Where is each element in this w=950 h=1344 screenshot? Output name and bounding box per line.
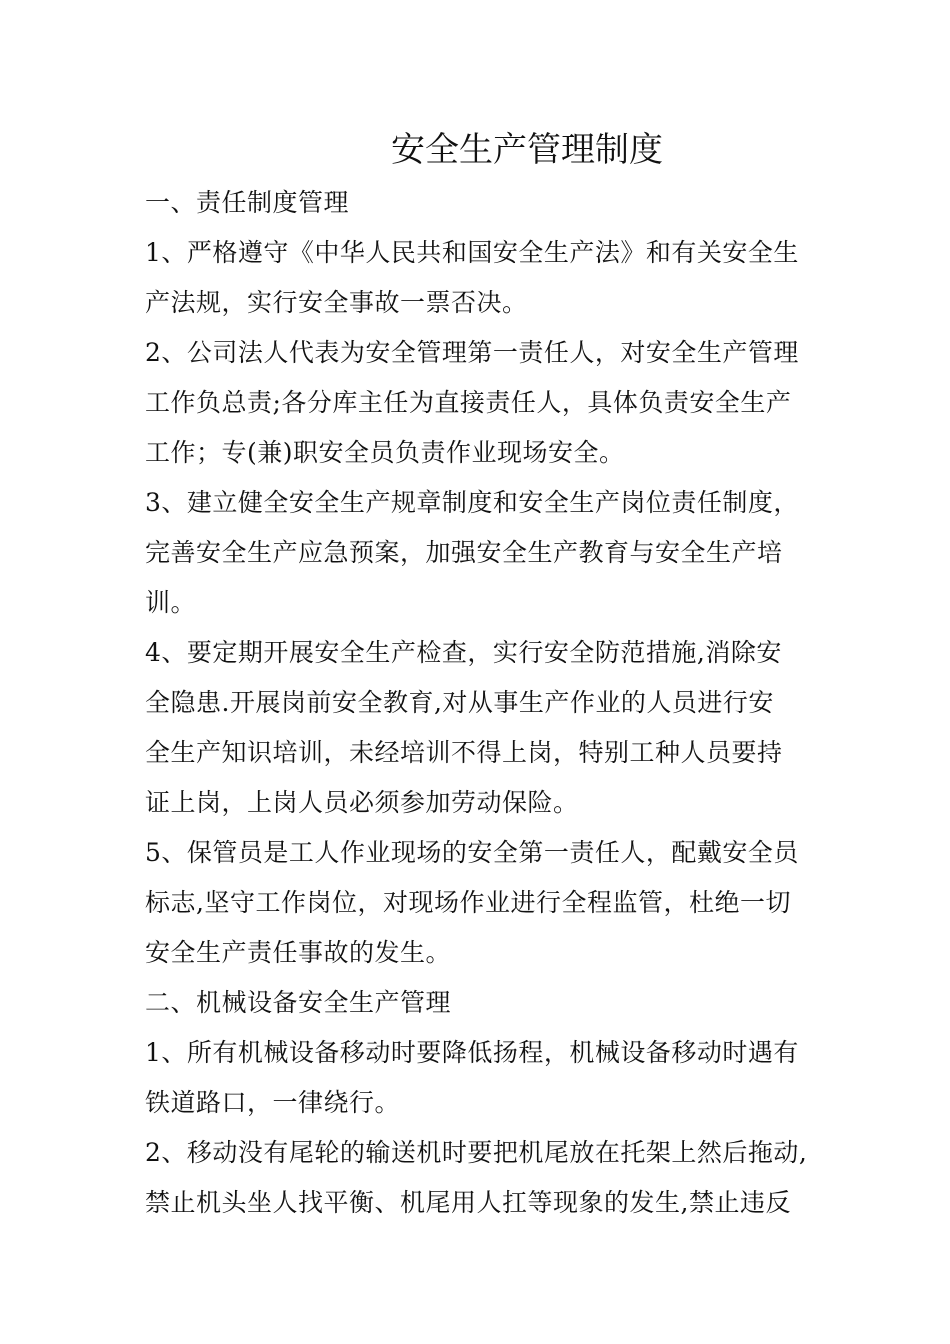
paragraph-1-3: 3、建立健全安全生产规章制度和安全生产岗位责任制度， 完善安全生产应急预案，加强安全生产教育与安全生产培 训。 <box>145 488 799 617</box>
document-title: 安全生产管理制度 <box>391 130 663 170</box>
paragraph-1-5: 5、保管员是工人作业现场的安全第一责任人，配戴安全员 标志,坚守工作岗位，对现场作业进行全程监管，杜绝一切 安全生产责任事故的发生。 <box>145 838 799 967</box>
paragraph-1-2: 2、公司法人代表为安全管理第一责任人，对安全生产管理 工作负总责;各分库主任为直接责任人，具体负责安全生产 工作；专(兼)职安全员负责作业现场安全。 <box>145 338 799 467</box>
paragraph-2-1: 1、所有机械设备移动时要降低扬程，机械设备移动时遇有 铁道路口，一律绕行。 <box>145 1038 799 1117</box>
section-heading-2: 二、机械设备安全生产管理 <box>145 988 452 1017</box>
paragraph-2-2: 2、移动没有尾轮的输送机时要把机尾放在托架上然后拖动, 禁止机头坐人找平衡、机尾用人扛等现象的发生,禁止违反 <box>145 1138 808 1217</box>
section-heading-1: 一、责任制度管理 <box>145 188 350 217</box>
paragraph-1-1: 1、严格遵守《中华人民共和国安全生产法》和有关安全生 产法规，实行安全事故一票否决。 <box>145 238 799 317</box>
paragraph-1-4: 4、要定期开展安全生产检查，实行安全防范措施,消除安 全隐患.开展岗前安全教育,对从事生产作业的人员进行安 全生产知识培训，未经培训不得上岗，特别工种人员要持 证上岗，上岗人员必须参加劳动保险。 <box>145 638 783 817</box>
document-body <box>145 178 810 1228</box>
